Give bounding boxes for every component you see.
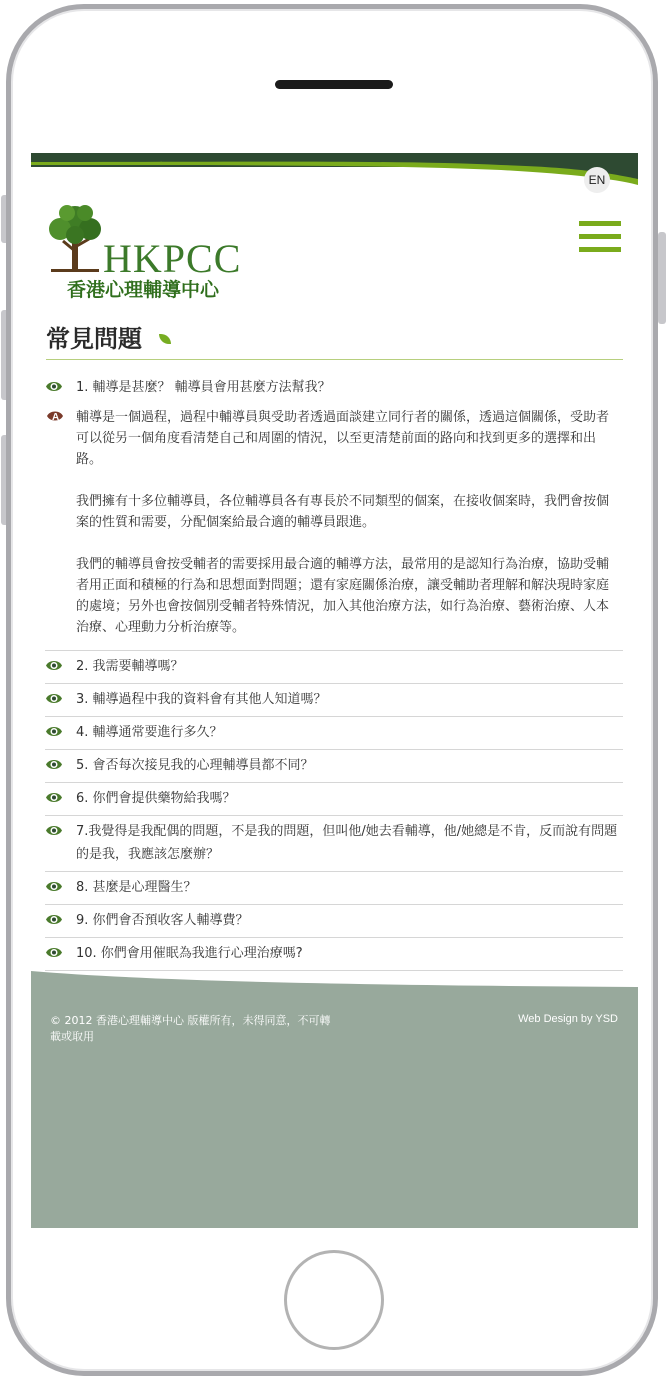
faq-question-9[interactable]: [45, 905, 623, 938]
faq-question-text: 2. 我需要輔導嗎？: [76, 659, 184, 674]
faq-question-text: 8. 甚麼是心理醫生？: [76, 880, 197, 895]
answer-paragraph: 我們的輔導員會按受輔者的需要採用最合適的輔導方法，最常用的是認知行為治療，協助受輔者用正面和積極的行為和思想面對問題；還有家庭關係治療，讓受輔助者理解和解決現時家庭的處境；另外也會按個別受輔者特殊情況，加入其他治療方法，如行為治療、藝術治療、人本治療、心理動力分析治療等。: [76, 557, 610, 635]
site-logo[interactable]: [45, 203, 255, 303]
faq-question-text: 3. 輔導過程中我的資料會有其他人知道嗎？: [76, 692, 327, 707]
language-toggle-button[interactable]: EN: [584, 167, 610, 193]
answer-paragraph: 輔導是一個過程，過程中輔導員與受助者透過面談建立同行者的關係，透過這個關係，受助者可以從另一個角度看清楚自己和周圍的情況，以至更清楚前面的路向和找到更多的選擇和出路。: [76, 410, 610, 467]
a-icon: [45, 408, 65, 424]
footer-copyright: © 2012 香港心理輔導中心 版權所有，未得同意，不可轉載或取用: [50, 1014, 331, 1043]
header-band: [31, 153, 638, 193]
faq-question-text: 6. 你們會提供藥物給我嗎？: [76, 791, 236, 806]
page-title: 常見問題: [46, 324, 142, 353]
faq-question-1[interactable]: [45, 372, 623, 404]
q-eye-icon: [45, 879, 63, 894]
faq-question-text: 9. 你們會否預收客人輔導費？: [76, 913, 249, 928]
q-eye-icon: [45, 724, 63, 739]
title-divider: [46, 359, 623, 360]
faq-question-2[interactable]: [45, 651, 623, 684]
q-eye-icon: [45, 658, 63, 673]
logo-text-zh: 香港心理輔導中心: [67, 279, 220, 301]
faq-question-6[interactable]: [45, 783, 623, 816]
hamburger-menu-button[interactable]: [579, 221, 621, 257]
faq-question-4[interactable]: [45, 717, 623, 750]
q-eye-icon: [45, 912, 63, 927]
menu-bar: [579, 234, 621, 239]
logo-text-en: HKPCC: [103, 236, 242, 281]
faq-list: [45, 372, 623, 971]
phone-home-button[interactable]: [284, 1250, 384, 1350]
faq-question-text: 5. 會否每次接見我的心理輔導員都不同？: [76, 758, 314, 773]
faq-question-8[interactable]: [45, 872, 623, 905]
footer-background: [31, 963, 638, 1228]
faq-answer-1: [45, 404, 623, 651]
phone-power-button: [658, 232, 666, 324]
footer-credit-link[interactable]: Web Design by YSD: [518, 1013, 618, 1025]
faq-question-5[interactable]: [45, 750, 623, 783]
q-eye-icon: [45, 379, 63, 394]
phone-speaker: [275, 80, 393, 89]
faq-question-text: 4. 輔導通常要進行多久？: [76, 725, 223, 740]
menu-bar: [579, 247, 621, 252]
faq-question-text: 10. 你們會用催眠為我進行心理治療嗎?: [76, 946, 303, 961]
answer-paragraph: 我們擁有十多位輔導員，各位輔導員各有專長於不同類型的個案，在接收個案時，我們會按個案的性質和需要，分配個案給最合適的輔導員跟進。: [76, 494, 610, 530]
q-eye-icon: [45, 823, 63, 838]
faq-question-3[interactable]: [45, 684, 623, 717]
leaf-icon: [159, 334, 171, 344]
faq-question-7[interactable]: [45, 816, 623, 872]
tree-logo-icon: [45, 203, 107, 273]
faq-question-text: 7.我覺得是我配偶的問題，不是我的問題，但叫他/她去看輔導，他/她總是不肯，反而說有問題的是我，我應該怎麼辦？: [76, 824, 618, 862]
q-eye-icon: [45, 945, 63, 960]
faq-question-text: 1. 輔導是甚麼？ 輔導員會用甚麼方法幫我？: [76, 380, 331, 395]
svg-text:A: A: [52, 412, 60, 423]
website-screen: [31, 153, 638, 1228]
q-eye-icon: [45, 757, 63, 772]
q-eye-icon: [45, 790, 63, 805]
menu-bar: [579, 221, 621, 226]
q-eye-icon: [45, 691, 63, 706]
